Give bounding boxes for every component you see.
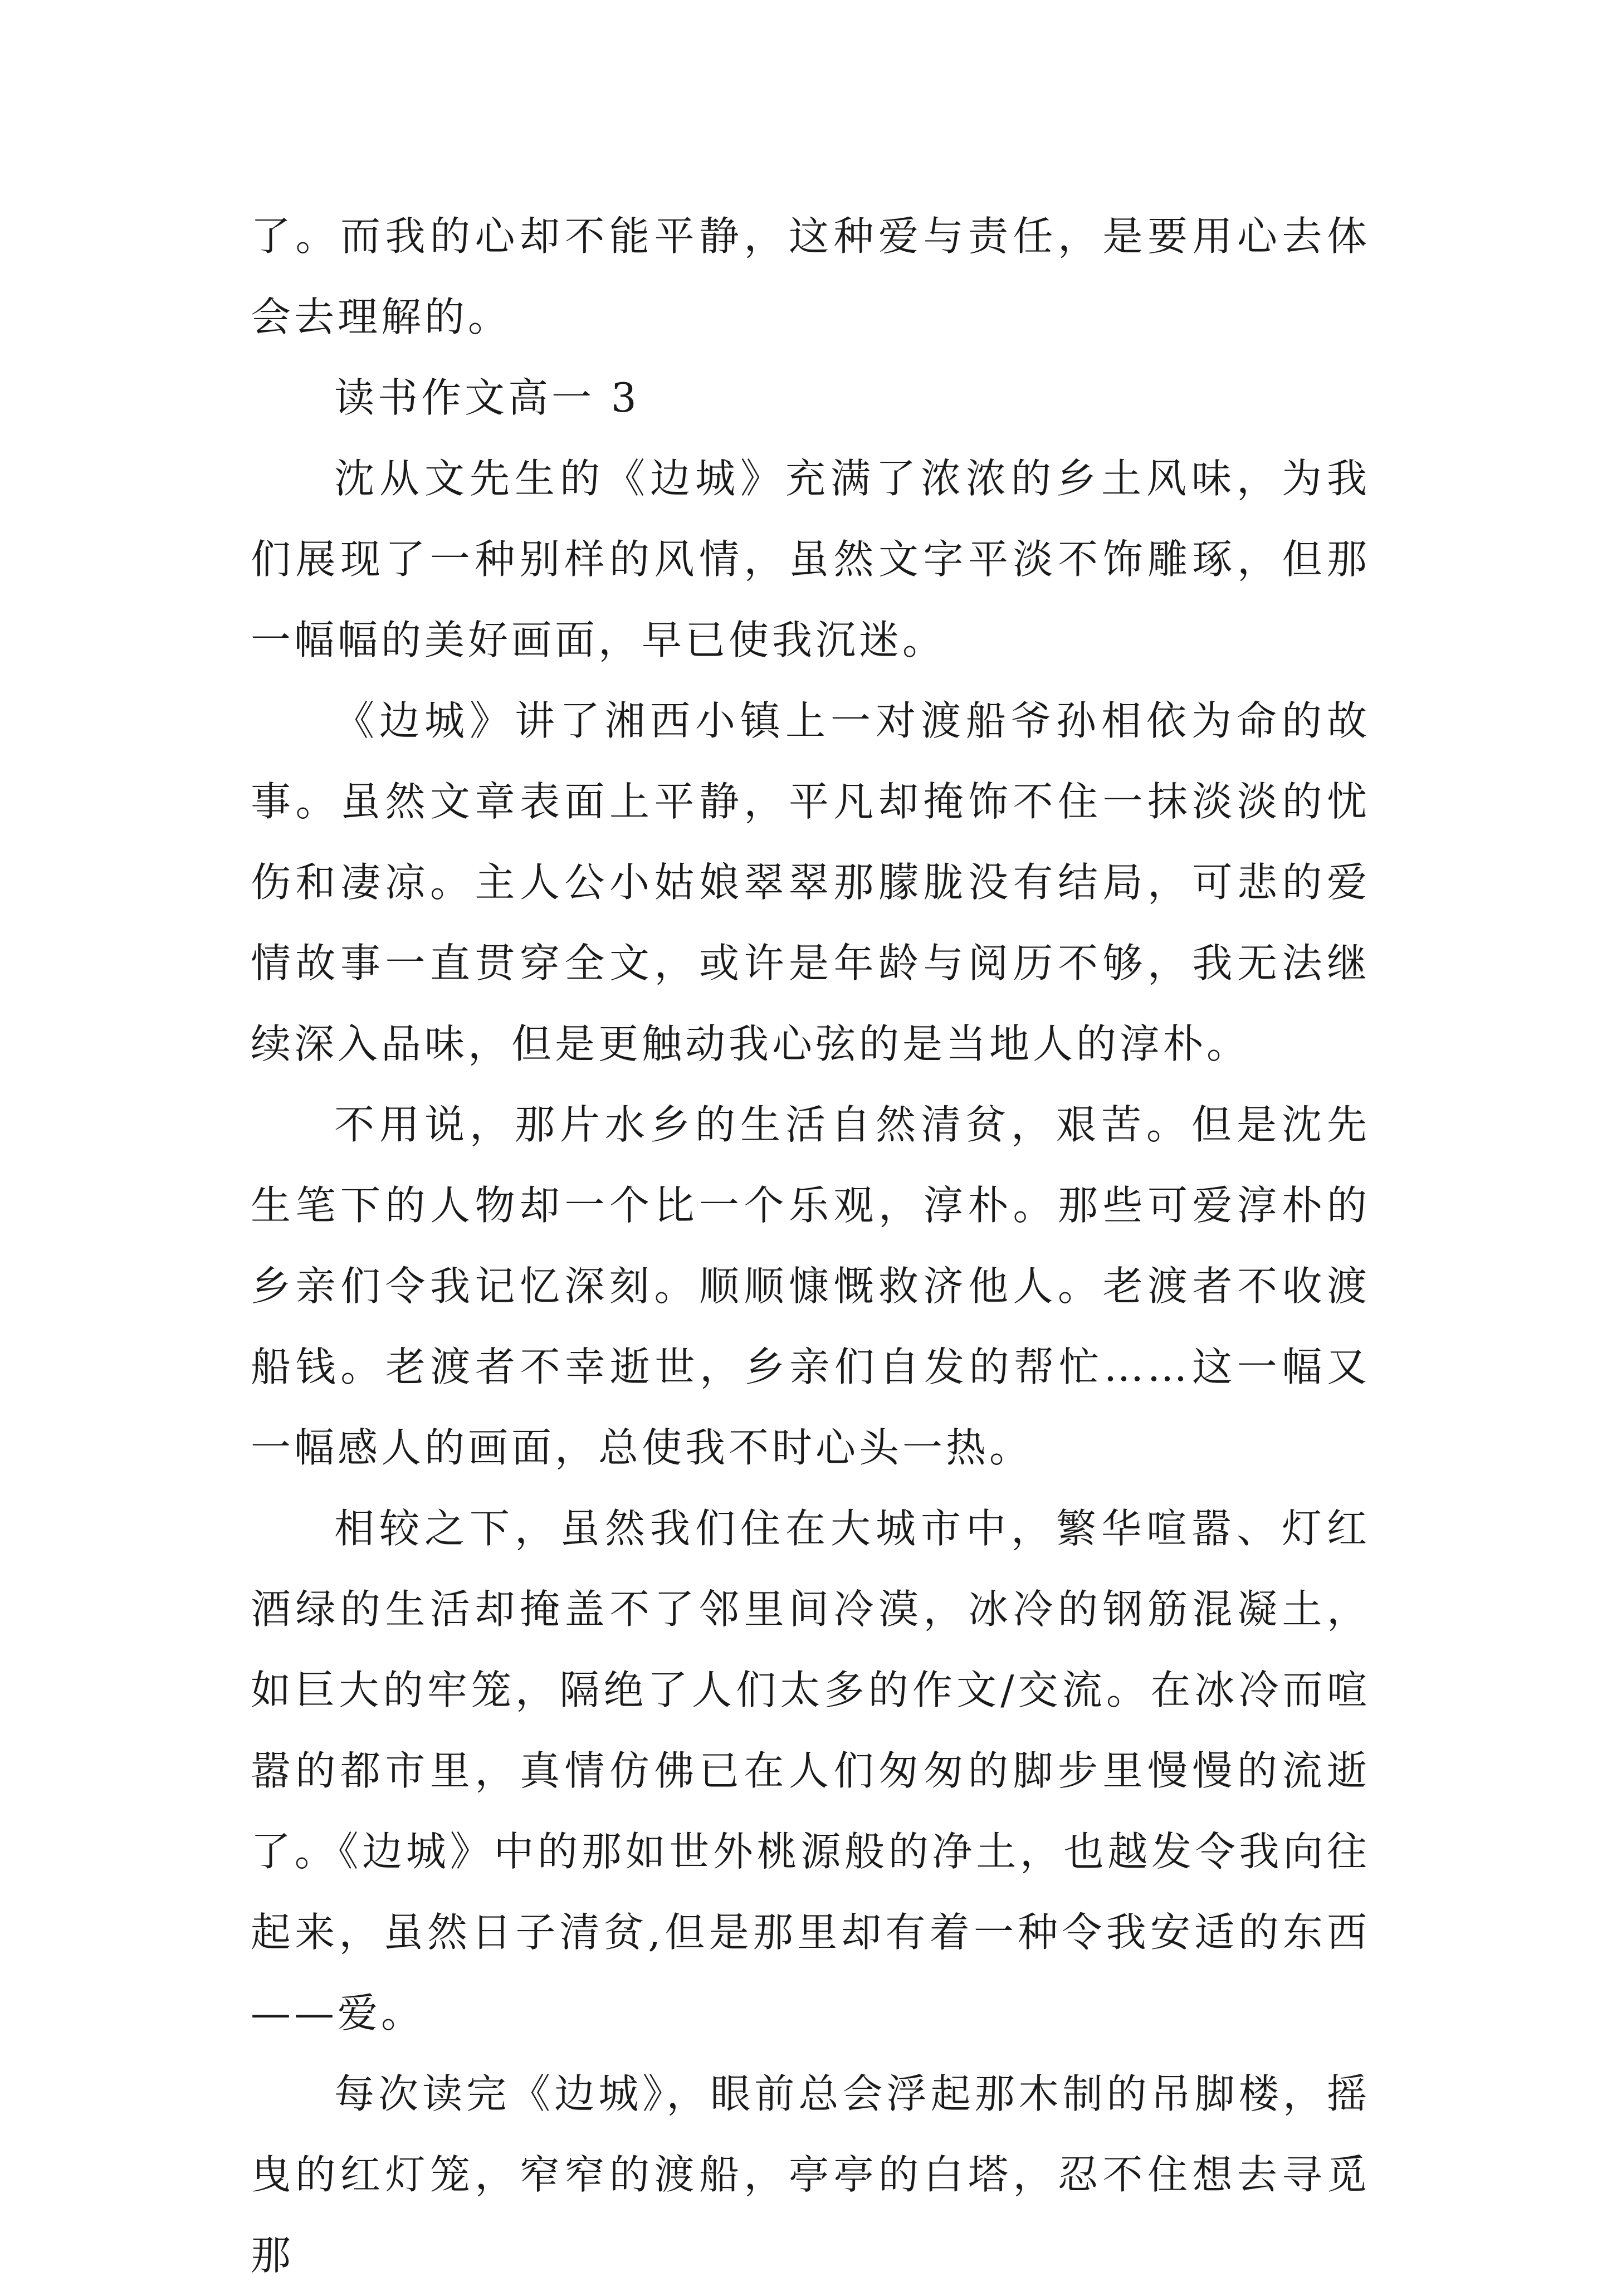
paragraph-reflection: 每次读完《边城》，眼前总会浮起那木制的吊脚楼，摇曳的红灯笼，窄窄的渡船，亭亭的白塔，忍不住想去寻觅那 xyxy=(251,2070,1370,2279)
paragraph-contrast: 相较之下，虽然我们住在大城市中，繁华喧嚣、灯红酒绿的生活却掩盖不了邻里间冷漠，冰冷的钢筋混凝土，如巨大的牢笼，隔绝了人们太多的作文/交流。在冰冷而喧嚣的都市里，真情仿佛已在人们匆匆的脚步里慢慢的流逝了。《边城》中的那如世外桃源般的净土，也越发令我向往起来，虽然日子清贫,但是那里却有着一种令我安适的东西——爱。 xyxy=(251,1505,1370,2036)
section-heading: 读书作文高一 3 xyxy=(334,374,640,421)
paragraph-intro: 沈从文先生的《边城》充满了浓浓的乡土风味，为我们展现了一种别样的风情，虽然文字平淡不饰雕琢，但那一幅幅的美好画面，早已使我沉迷。 xyxy=(251,455,1370,663)
document-body xyxy=(251,196,1370,2296)
paragraph-characters: 不用说，那片水乡的生活自然清贫，艰苦。但是沈先生笔下的人物却一个比一个乐观，淳朴。那些可爱淳朴的乡亲们令我记忆深刻。顺顺慷慨救济他人。老渡者不收渡船钱。老渡者不幸逝世，乡亲们自发的帮忙……这一幅又一幅感人的画面，总使我不时心头一热。 xyxy=(251,1101,1370,1471)
paragraph-continuation: 了。而我的心却不能平静，这种爱与责任，是要用心去体会去理解的。 xyxy=(251,213,1370,340)
paragraph-story: 《边城》讲了湘西小镇上一对渡船爷孙相依为命的故事。虽然文章表面上平静，平凡却掩饰不住一抹淡淡的忧伤和凄凉。主人公小姑娘翠翠那朦胧没有结局，可悲的爱情故事一直贯穿全文，或许是年龄与阅历不够，我无法继续深入品味，但是更触动我心弦的是当地人的淳朴。 xyxy=(251,697,1370,1067)
